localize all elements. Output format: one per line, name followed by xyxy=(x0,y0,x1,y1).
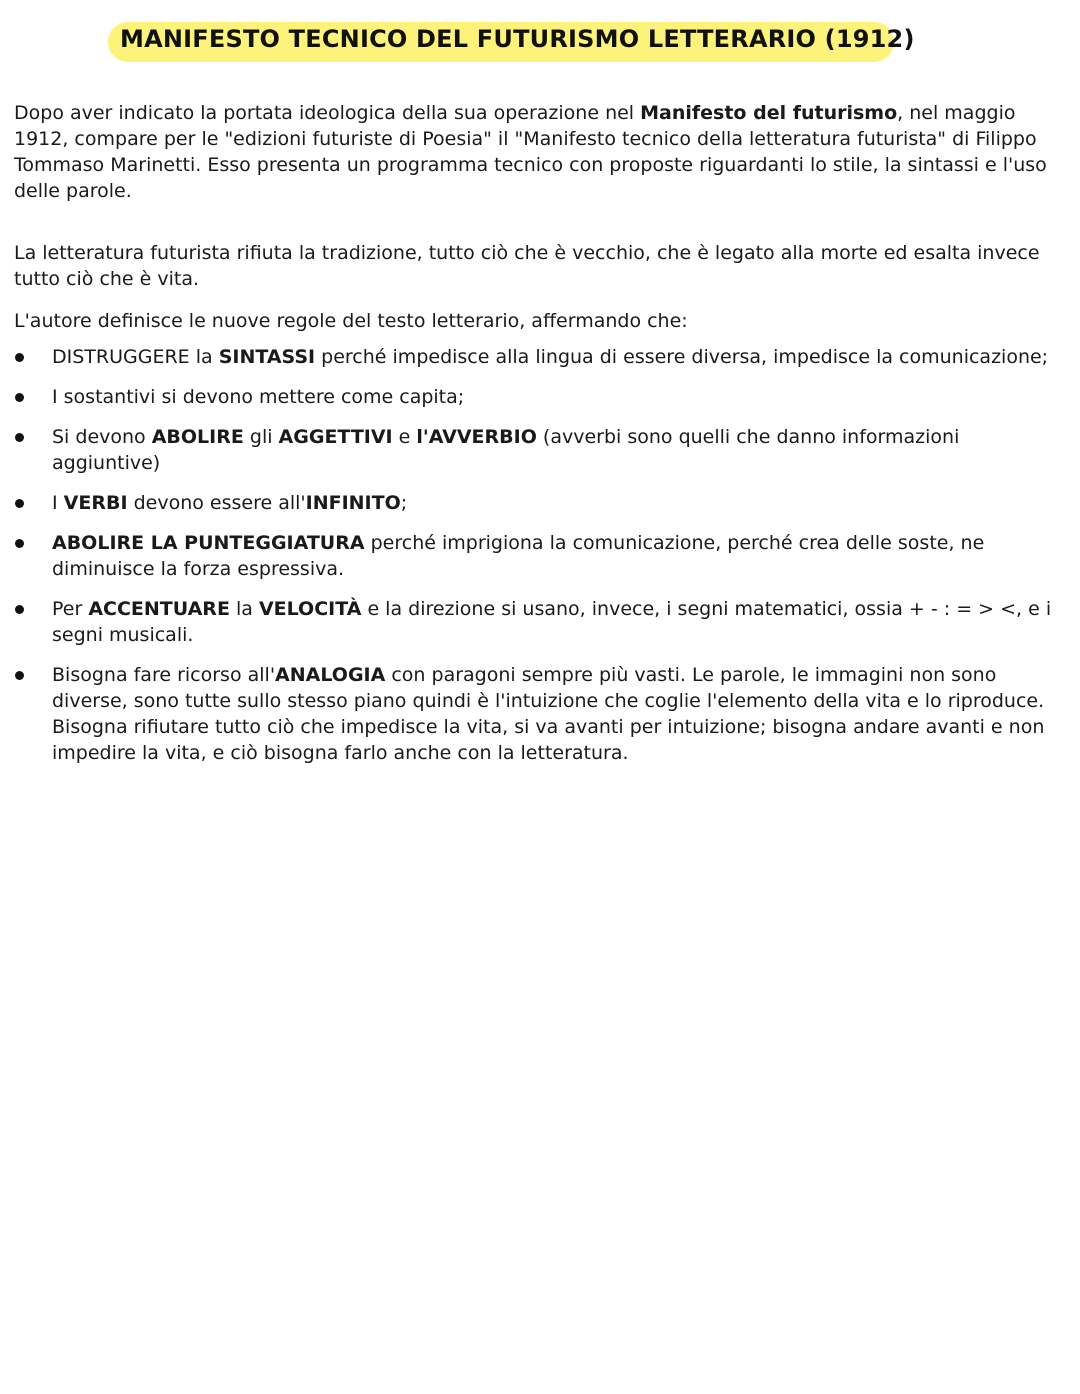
bullet-dot xyxy=(15,433,24,442)
bullet-dot xyxy=(15,393,24,402)
title-highlight xyxy=(108,22,915,62)
bullet-dot xyxy=(15,605,24,614)
intro-paragraph xyxy=(14,100,1064,204)
intro-text-c: , nel maggio 1912, compare per le "edizioni futuriste di Poesia" il "Manifesto tecnico della letteratura futurista" di Filippo Tommaso Marinetti. Esso presenta un programma tecnico con proposte riguardanti lo stile, la sintassi e l'uso delle parole. xyxy=(14,102,1047,202)
list-item: Si devono ABOLIRE gli AGGETTIVI e l'AVVERBIO (avverbi sono quelli che danno informazioni aggiuntive) xyxy=(0,424,1080,476)
page-title: MANIFESTO TECNICO DEL FUTURISMO LETTERARIO (1912) xyxy=(120,25,915,53)
bullet-dot xyxy=(15,353,24,362)
rules-list xyxy=(0,344,1080,766)
list-item: DISTRUGGERE la SINTASSI perché impedisce alla lingua di essere diversa, impedisce la comunicazione; xyxy=(0,344,1080,370)
bullet-dot xyxy=(15,539,24,548)
bullet-dot xyxy=(15,671,24,680)
list-item: ABOLIRE LA PUNTEGGIATURA perché imprigiona la comunicazione, perché crea delle soste, ne diminuisce la forza espressiva. xyxy=(0,530,1080,582)
list-item: Per ACCENTUARE la VELOCITÀ e la direzione si usano, invece, i segni matematici, ossia + - : = > <, e i segni musicali. xyxy=(0,596,1080,648)
list-item: Bisogna fare ricorso all'ANALOGIA con paragoni sempre più vasti. Le parole, le immagini non sono diverse, sono tutte sullo stesso piano quindi è l'intuizione che coglie l'elemento della vita e lo riproduce. Bisogna rifiutare tutto ciò che impedisce la vita, si va avanti per intuizione; bisogna andare avanti e non impedire la vita, e ciò bisogna farlo anche con la letteratura. xyxy=(0,662,1080,766)
list-item: I sostantivi si devono mettere come capita; xyxy=(0,384,1080,410)
paragraph-tradition: La letteratura futurista rifiuta la tradizione, tutto ciò che è vecchio, che è legato alla morte ed esalta invece tutto ciò che è vita. xyxy=(14,242,1040,290)
bullet-dot xyxy=(15,499,24,508)
list-item: I VERBI devono essere all'INFINITO; xyxy=(0,490,1080,516)
intro-text-bold: Manifesto del futurismo xyxy=(640,102,898,124)
paragraph-rules-intro: L'autore definisce le nuove regole del testo letterario, affermando che: xyxy=(14,310,688,332)
intro-text-a: Dopo aver indicato la portata ideologica della sua operazione nel xyxy=(14,102,641,124)
